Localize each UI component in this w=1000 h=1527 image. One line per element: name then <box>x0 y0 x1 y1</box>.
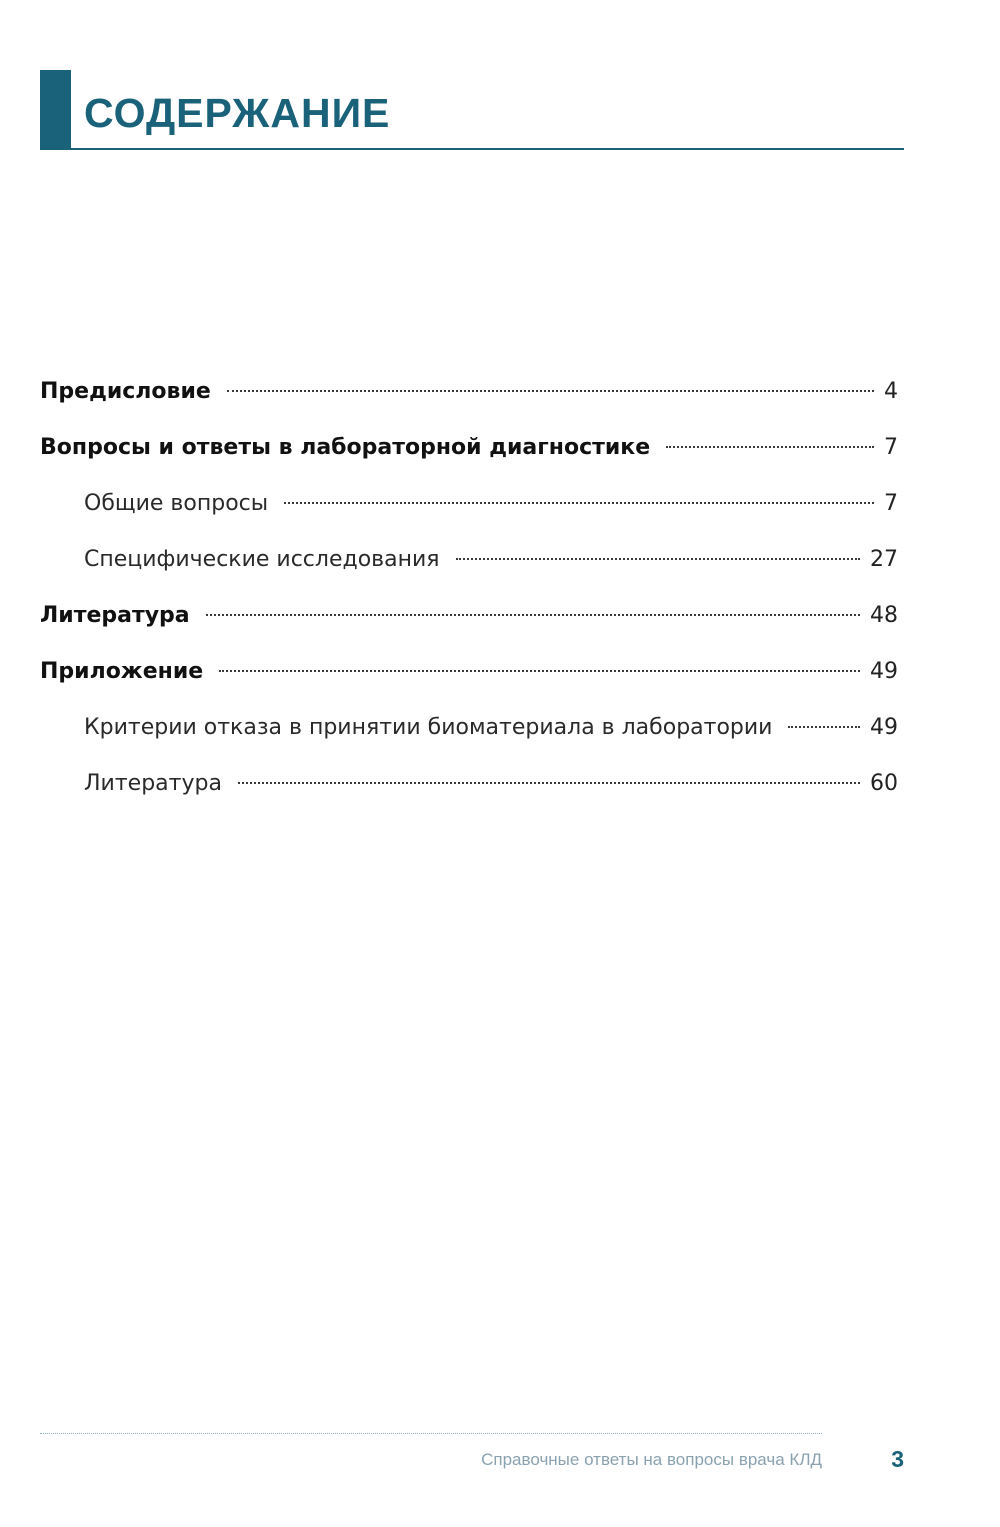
toc-entry-label: Вопросы и ответы в лабораторной диагностике <box>40 435 651 460</box>
toc-dot-leader <box>456 558 860 560</box>
toc-page-number: 7 <box>884 491 898 516</box>
page-title: СОДЕРЖАНИЕ <box>84 90 391 136</box>
header-accent-bar <box>40 70 71 150</box>
toc-dot-leader <box>219 670 860 672</box>
toc-entry-rejection-criteria[interactable] <box>40 704 898 760</box>
toc-dot-leader <box>666 446 874 448</box>
toc-entry-literature[interactable] <box>40 592 898 648</box>
toc-entry-questions-answers[interactable] <box>40 424 898 480</box>
toc-entry-label: Общие вопросы <box>84 491 269 516</box>
toc-entry-preface[interactable] <box>40 368 898 424</box>
toc-dot-leader <box>238 782 860 784</box>
toc-entry-appendix-literature[interactable] <box>40 760 898 816</box>
footer-divider <box>40 1433 822 1434</box>
toc-page-number: 49 <box>870 659 898 684</box>
toc-entry-label: Специфические исследования <box>84 547 440 572</box>
toc-page-number: 7 <box>884 435 898 460</box>
footer-book-title: Справочные ответы на вопросы врача КЛД <box>481 1450 822 1469</box>
toc-entry-label: Литература <box>84 771 222 796</box>
footer-page-number: 3 <box>891 1446 904 1472</box>
toc-page-number: 48 <box>870 603 898 628</box>
toc-page-number: 60 <box>870 771 898 796</box>
toc-page-number: 27 <box>870 547 898 572</box>
toc-dot-leader <box>206 614 860 616</box>
toc-entry-appendix[interactable] <box>40 648 898 704</box>
toc-entry-general-questions[interactable] <box>40 480 898 536</box>
toc-page-number: 49 <box>870 715 898 740</box>
toc-entry-specific-studies[interactable] <box>40 536 898 592</box>
toc-entry-label: Критерии отказа в принятии биоматериала в лаборатории <box>84 715 773 740</box>
toc-entry-label: Литература <box>40 603 190 628</box>
toc-dot-leader <box>788 726 860 728</box>
toc-page-number: 4 <box>884 379 898 404</box>
table-of-contents <box>40 368 898 816</box>
toc-entry-label: Приложение <box>40 659 204 684</box>
toc-entry-label: Предисловие <box>40 379 211 404</box>
toc-dot-leader <box>227 390 874 392</box>
header-divider <box>40 148 904 150</box>
toc-dot-leader <box>284 502 874 504</box>
